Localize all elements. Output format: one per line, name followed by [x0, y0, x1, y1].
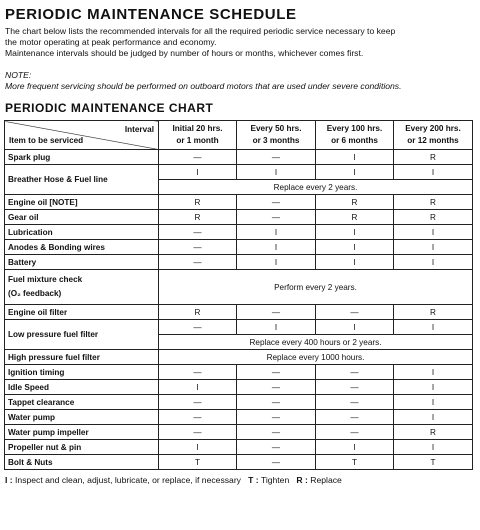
- row-cell: —: [237, 410, 316, 425]
- maintenance-document: [4, 6, 474, 485]
- row-cell: —: [159, 240, 237, 255]
- row-cell: R: [159, 210, 237, 225]
- row-cell: —: [316, 425, 394, 440]
- row-cell: I: [394, 395, 473, 410]
- row-item-label: Low pressure fuel filter: [5, 320, 159, 350]
- row-cell: I: [237, 240, 316, 255]
- row-cell: —: [159, 320, 237, 335]
- row-cell: I: [316, 320, 394, 335]
- row-cell: —: [237, 395, 316, 410]
- row-item-label: Engine oil filter: [5, 305, 159, 320]
- row-cell: —: [316, 305, 394, 320]
- item-label: Item to be serviced: [9, 136, 84, 146]
- header-corner-cell: [5, 121, 159, 150]
- row-cell: —: [159, 255, 237, 270]
- row-cell: —: [237, 210, 316, 225]
- row-cell: R: [394, 195, 473, 210]
- row-item-line-1: Fuel mixture check: [8, 275, 83, 285]
- row-cell: I: [159, 380, 237, 395]
- legend: [5, 475, 474, 485]
- row-cell: R: [316, 210, 394, 225]
- row-cell: —: [237, 365, 316, 380]
- row-cell: I: [394, 165, 473, 180]
- row-cell: R: [394, 425, 473, 440]
- row-item-label: Spark plug: [5, 150, 159, 165]
- table-row: [5, 395, 473, 410]
- row-cell: I: [394, 320, 473, 335]
- row-cell: —: [316, 365, 394, 380]
- row-item-label: Tappet clearance: [5, 395, 159, 410]
- row-item-label: [5, 270, 159, 305]
- legend-text-replace: Replace: [310, 475, 342, 486]
- row-item-label: Engine oil [NOTE]: [5, 195, 159, 210]
- intro-line-2: the motor operating at peak performance and economy.: [5, 37, 217, 48]
- legend-text-tighten: Tighten: [260, 475, 290, 486]
- table-row: [5, 270, 473, 305]
- intro-line-3: Maintenance intervals should be judged by number of hours or months, whichever comes first.: [5, 48, 364, 59]
- row-item-label: Bolt & Nuts: [5, 455, 159, 470]
- table-row: [5, 240, 473, 255]
- row-cell: I: [237, 320, 316, 335]
- column-header-100hrs: Every 100 hrs. or 6 months: [316, 121, 394, 150]
- table-header-row: [5, 121, 473, 150]
- row-cell: R: [159, 305, 237, 320]
- note-text: More frequent servicing should be performed on outboard motors that are used under severe conditions.: [5, 80, 402, 91]
- row-item-label: Idle Speed: [5, 380, 159, 395]
- row-cell: —: [159, 150, 237, 165]
- row-cell: —: [237, 380, 316, 395]
- page-title: PERIODIC MAINTENANCE SCHEDULE: [5, 6, 297, 23]
- row-span-cell: Perform every 2 years.: [159, 270, 473, 305]
- row-cell: —: [237, 195, 316, 210]
- row-cell: R: [394, 210, 473, 225]
- row-cell: I: [394, 410, 473, 425]
- row-cell: I: [159, 165, 237, 180]
- column-header-initial: Initial 20 hrs. or 1 month: [159, 121, 237, 150]
- row-cell: —: [159, 425, 237, 440]
- row-cell: I: [394, 440, 473, 455]
- row-item-label: High pressure fuel filter: [5, 350, 159, 365]
- table-row: [5, 320, 473, 335]
- table-row: [5, 225, 473, 240]
- table-row: [5, 425, 473, 440]
- row-cell: I: [316, 255, 394, 270]
- row-cell: —: [237, 150, 316, 165]
- row-cell: —: [316, 380, 394, 395]
- row-cell: R: [316, 195, 394, 210]
- row-cell: I: [159, 440, 237, 455]
- row-cell: —: [316, 410, 394, 425]
- row-cell: —: [237, 440, 316, 455]
- legend-key-replace: R :: [296, 475, 308, 486]
- row-item-label: Gear oil: [5, 210, 159, 225]
- row-cell: I: [237, 225, 316, 240]
- row-cell: —: [237, 425, 316, 440]
- table-row: [5, 455, 473, 470]
- row-cell: —: [237, 455, 316, 470]
- row-item-label: Water pump impeller: [5, 425, 159, 440]
- row-cell: I: [316, 165, 394, 180]
- row-cell: I: [316, 225, 394, 240]
- row-cell: —: [316, 395, 394, 410]
- column-header-200hrs: Every 200 hrs. or 12 months: [394, 121, 473, 150]
- table-row: [5, 365, 473, 380]
- row-cell: I: [394, 255, 473, 270]
- table-row: [5, 150, 473, 165]
- column-header-50hrs: Every 50 hrs. or 3 months: [237, 121, 316, 150]
- row-cell: I: [316, 440, 394, 455]
- legend-key-inspect: I :: [5, 475, 13, 486]
- table-row: [5, 440, 473, 455]
- row-cell: I: [237, 165, 316, 180]
- row-item-label: Battery: [5, 255, 159, 270]
- table-row: [5, 380, 473, 395]
- table-row: [5, 255, 473, 270]
- row-cell: —: [237, 305, 316, 320]
- row-cell: T: [394, 455, 473, 470]
- row-span-cell: Replace every 2 years.: [159, 180, 473, 195]
- row-item-label: Ignition timing: [5, 365, 159, 380]
- row-item-label: Anodes & Bonding wires: [5, 240, 159, 255]
- row-cell: T: [316, 455, 394, 470]
- legend-key-tighten: T :: [248, 475, 259, 486]
- row-cell: R: [159, 195, 237, 210]
- row-item-label: Propeller nut & pin: [5, 440, 159, 455]
- table-row: [5, 195, 473, 210]
- row-cell: I: [394, 380, 473, 395]
- row-item-line-2: (O₂ feedback): [8, 289, 62, 299]
- row-cell: T: [159, 455, 237, 470]
- table-row: [5, 210, 473, 225]
- row-item-label: Water pump: [5, 410, 159, 425]
- row-cell: I: [316, 150, 394, 165]
- interval-label: Interval: [124, 125, 154, 135]
- legend-text-inspect: Inspect and clean, adjust, lubricate, or replace, if necessary: [15, 475, 241, 486]
- row-cell: I: [394, 240, 473, 255]
- row-span-cell: Replace every 1000 hours.: [159, 350, 473, 365]
- row-cell: R: [394, 305, 473, 320]
- table-row: [5, 305, 473, 320]
- row-item-label: Breather Hose & Fuel line: [5, 165, 159, 195]
- table-row: [5, 350, 473, 365]
- table-row: [5, 410, 473, 425]
- row-span-cell: Replace every 400 hours or 2 years.: [159, 335, 473, 350]
- note-label: NOTE:: [5, 69, 32, 80]
- row-cell: I: [394, 225, 473, 240]
- maintenance-table: [4, 120, 473, 470]
- row-cell: I: [394, 365, 473, 380]
- chart-title: PERIODIC MAINTENANCE CHART: [5, 101, 214, 116]
- row-cell: I: [237, 255, 316, 270]
- intro-line-1: The chart below lists the recommended intervals for all the required periodic service necessary to keep: [5, 26, 396, 36]
- row-cell: —: [159, 225, 237, 240]
- row-item-label: Lubrication: [5, 225, 159, 240]
- row-cell: —: [159, 395, 237, 410]
- table-row: [5, 165, 473, 180]
- row-cell: —: [159, 365, 237, 380]
- row-cell: R: [394, 150, 473, 165]
- row-cell: —: [159, 410, 237, 425]
- row-cell: I: [316, 240, 394, 255]
